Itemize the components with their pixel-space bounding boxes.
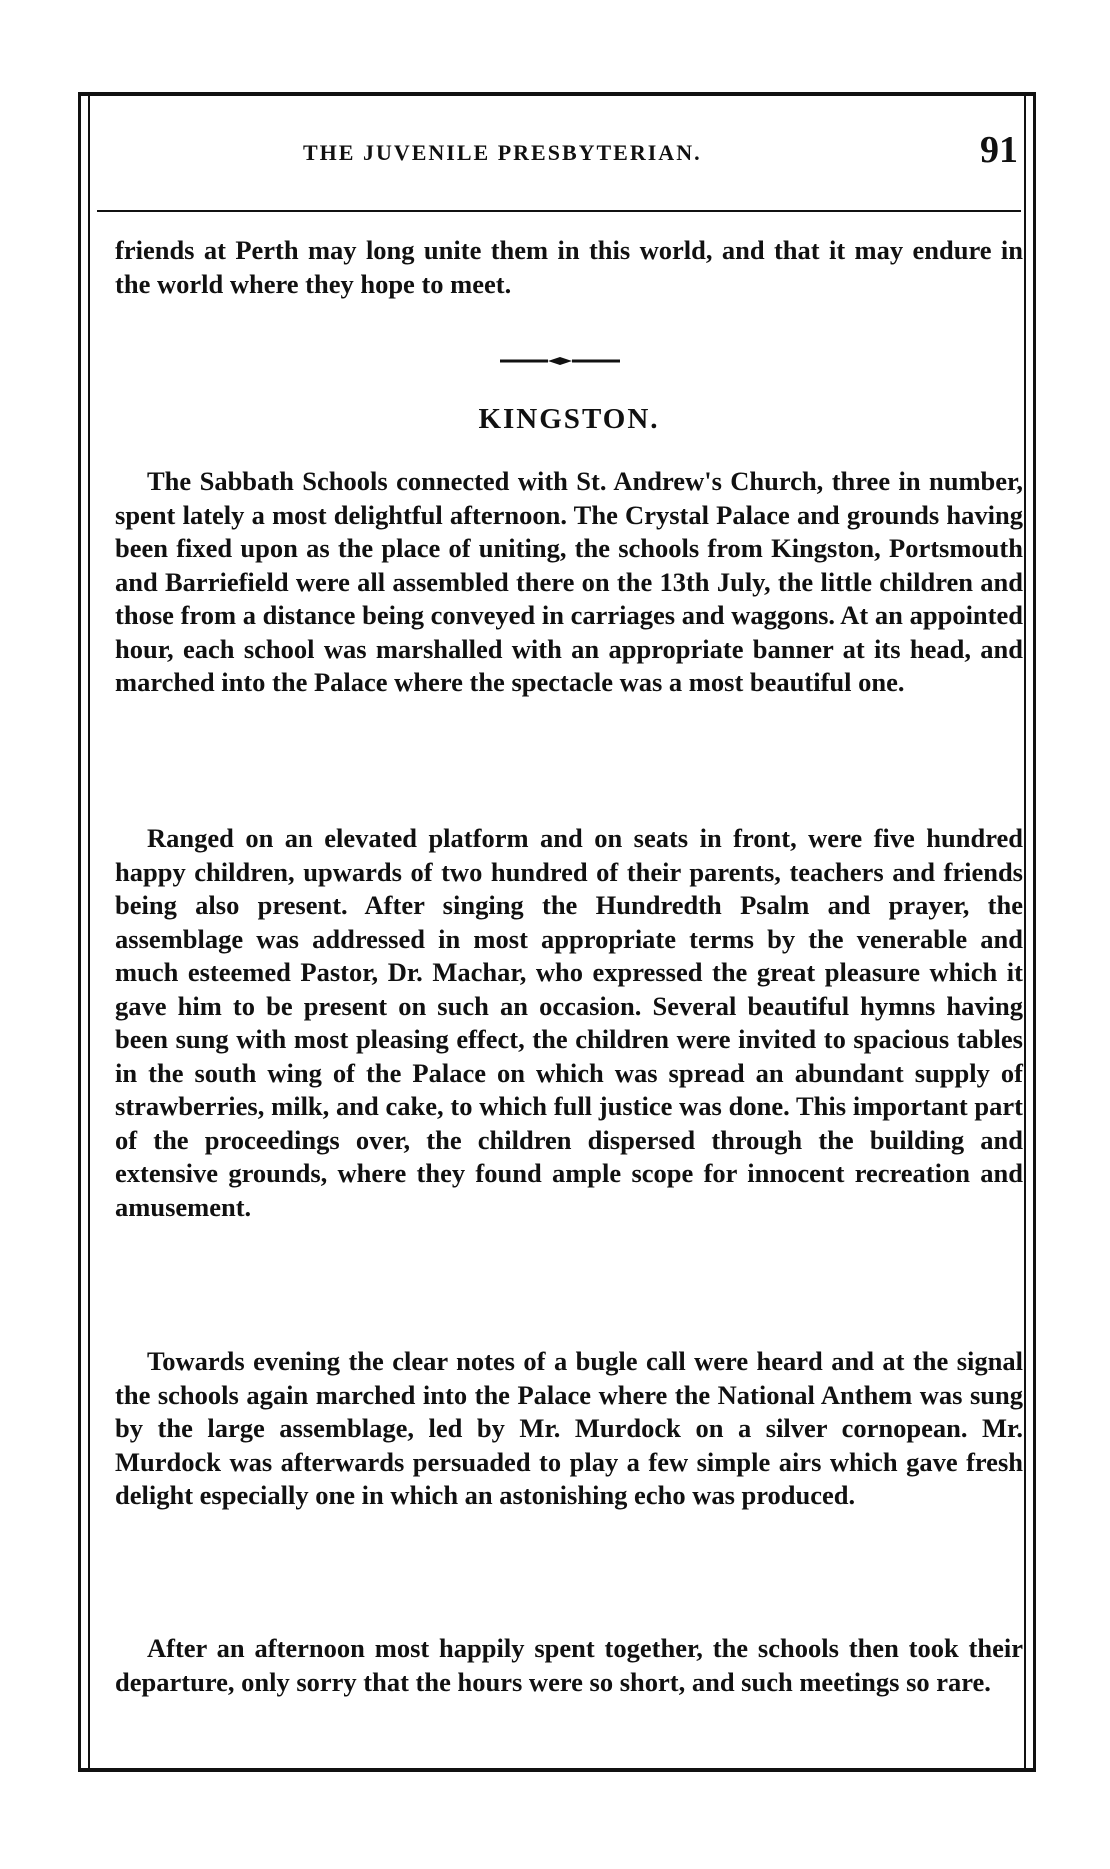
section-ornament xyxy=(500,357,620,365)
border-inner-left xyxy=(88,96,90,1768)
border-outer-right xyxy=(1033,96,1036,1768)
paragraph-2-block xyxy=(115,822,1023,1224)
border-outer-left xyxy=(78,96,81,1768)
carry-over-text: friends at Perth may long unite them in this world, and that it may endure in the world where they hope to meet. xyxy=(115,235,1023,299)
border-inner-right xyxy=(1024,96,1026,1768)
carry-over-paragraph xyxy=(115,234,1023,301)
section-title: KINGSTON. xyxy=(478,403,660,435)
article-paragraph: Ranged on an elevated platform and on seats in front, were five hundred happy children, upwards of two hundred of their parents, teachers and friends being also present. After singing the Hundredth Psalm and prayer, the assemblage was addressed in most appropriate terms by the venerable and much esteemed Pastor, Dr. Machar, who expressed the great pleasure which it gave him to be present on such an occasion. Several beautiful hymns having been sung with most pleasing effect, the children were invited to spacious tables in the south wing of the Palace on which was spread an abundant supply of strawberries, milk, and cake, to which full justice was done. This important part of the proceedings over, the children dispersed through the building and extensive grounds, where they found ample scope for innocent recreation and amusement. xyxy=(115,823,1023,1222)
paragraph-3-block xyxy=(115,1345,1023,1513)
paragraph-1-block xyxy=(115,465,1023,700)
header-rule xyxy=(97,210,1021,212)
article-paragraph: The Sabbath Schools connected with St. Andrew's Church, three in number, spent lately a most delightful afternoon. The Crystal Palace and grounds having been fixed upon as the place of uniting, the schools from Kingston, Portsmouth and Barriefield were all assembled there on the 13th July, the little children and those from a distance being conveyed in carriages and waggons. At an appointed hour, each school was marshalled with an appropriate banner at its head, and marched into the Palace where the spectacle was a most beautiful one. xyxy=(115,466,1023,697)
paragraph-4-block xyxy=(115,1632,1023,1699)
running-title: THE JUVENILE PRESBYTERIAN. xyxy=(303,140,702,165)
article-paragraph: After an afternoon most happily spent together, the schools then took their departure, only sorry that the hours were so short, and such meetings so rare. xyxy=(115,1633,1023,1697)
page-number: 91 xyxy=(980,129,1018,171)
article-paragraph: Towards evening the clear notes of a bugle call were heard and at the signal the schools again marched into the Palace where the National Anthem was sung by the large assemblage, led by Mr. Murdock on a silver cornopean. Mr. Murdock was afterwards persuaded to play a few simple airs which gave fresh delight especially one in which an astonishing echo was produced. xyxy=(115,1346,1023,1510)
running-head xyxy=(108,128,1018,176)
